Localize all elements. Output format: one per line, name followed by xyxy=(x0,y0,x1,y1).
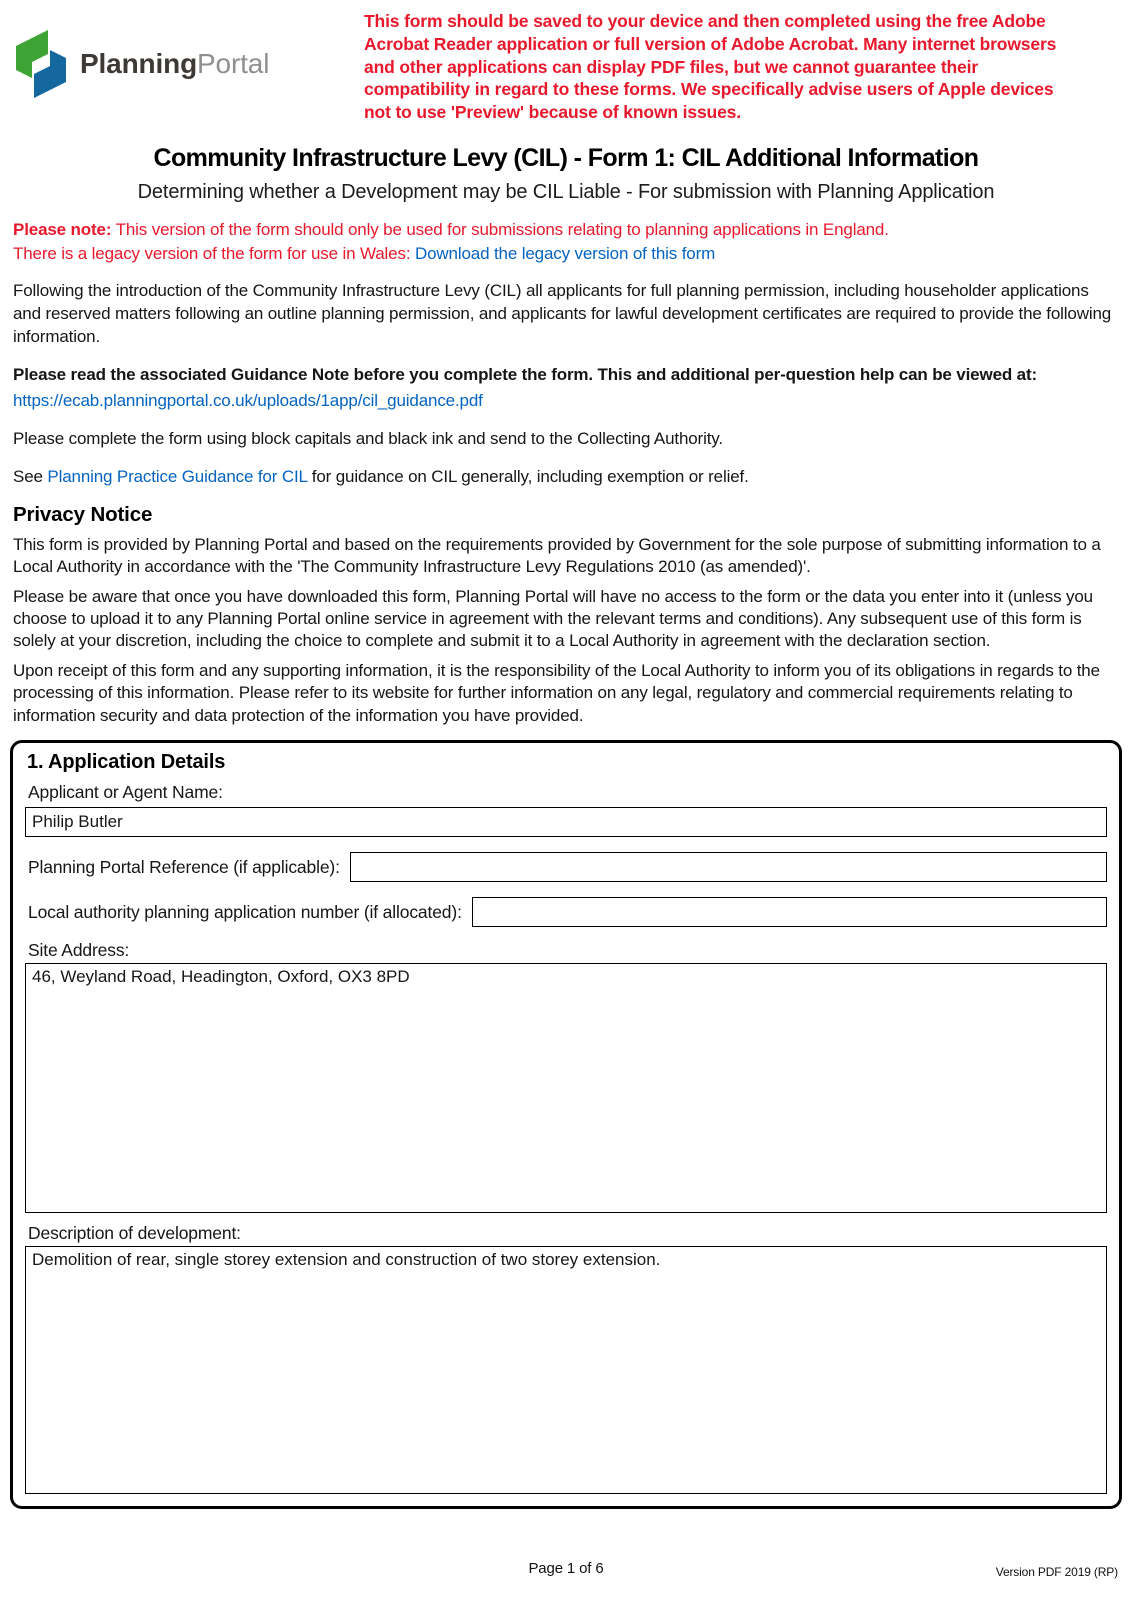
guidance-link-line xyxy=(13,390,1119,413)
applicant-name-label: Applicant or Agent Name: xyxy=(28,782,223,803)
site-address-input[interactable] xyxy=(25,963,1107,1213)
guidance-pdf-link[interactable]: https://ecab.planningportal.co.uk/uploads/1app/cil_guidance.pdf xyxy=(13,391,483,411)
page-number: Page 1 of 6 xyxy=(528,1560,604,1577)
legacy-form-link[interactable]: Download the legacy version of this form xyxy=(414,243,716,263)
footer xyxy=(0,1560,1132,1582)
application-details-section xyxy=(10,740,1122,1509)
wales-note-line xyxy=(13,242,1119,266)
pp-reference-label: Planning Portal Reference (if applicable): xyxy=(28,856,340,877)
pp-reference-row xyxy=(25,852,1107,882)
applicant-name-input[interactable] xyxy=(25,807,1107,837)
form-body xyxy=(0,218,1132,727)
form-subtitle: Determining whether a Development may be CIL Liable - For submission with Planning Application xyxy=(137,180,995,203)
intro-paragraph: Following the introduction of the Community Infrastructure Levy (CIL) all applicants for full planning permission, including householder applications and reserved matters following an outline planning permission, and applicants for lawful development certificates are required to provide the following information. xyxy=(13,281,1112,346)
block-capitals-note: Please complete the form using block capitals and black ink and send to the Collecting Authority. xyxy=(13,429,723,449)
development-description-label: Description of development: xyxy=(28,1223,241,1244)
logo-text xyxy=(80,48,269,80)
england-wales-note xyxy=(13,218,1119,266)
ppg-suffix: for guidance on CIL generally, including exemption or relief. xyxy=(311,466,749,486)
acrobat-warning-text: This form should be saved to your device and then completed using the free Adobe Acrobat Reader application or full version of Adobe Acrobat. Many internet browsers and other applications can display PDF files, but we cannot guarantee their compatibility in regard to these forms. We specifically advise users of Apple devices not to use 'Preview' because of known issues. xyxy=(364,11,1057,122)
lpa-number-row xyxy=(25,897,1107,927)
guidance-note-text: Please read the associated Guidance Note before you complete the form. This and additional per-question help can be viewed at: xyxy=(13,364,1038,384)
wales-note-text: There is a legacy version of the form for use in Wales: xyxy=(13,243,411,263)
lpa-number-input[interactable] xyxy=(472,897,1107,927)
logo-text-portal: Portal xyxy=(197,48,270,79)
privacy-paragraph-3: Upon receipt of this form and any supporting information, it is the responsibility of the Local Authority to inform you of its obligations in regards to the processing of this information. Please refer to its website for further information on any legal, regulatory and commercial requirements relating to information security and data protection of the information you have provided. xyxy=(13,660,1100,725)
header xyxy=(0,0,1132,124)
lpa-number-label: Local authority planning application number (if allocated): xyxy=(28,901,462,922)
form-title: Community Infrastructure Levy (CIL) - Form 1: CIL Additional Information xyxy=(153,143,979,172)
development-description-input[interactable] xyxy=(25,1246,1107,1494)
please-note-label: Please note: xyxy=(13,219,112,239)
ppg-line xyxy=(13,466,1119,489)
privacy-paragraph-1: This form is provided by Planning Portal and based on the requirements provided by Government for the sole purpose of submitting information to a Local Authority in accordance with the 'The Community Infrastructure Levy Regulations 2010 (as amended)'. xyxy=(13,534,1101,577)
planning-portal-logo xyxy=(14,28,314,100)
privacy-notice-heading: Privacy Notice xyxy=(13,502,153,526)
pp-reference-input[interactable] xyxy=(350,852,1107,882)
version-label: Version PDF 2019 (RP) xyxy=(995,1565,1118,1579)
england-note-text: This version of the form should only be used for submissions relating to planning applications in England. xyxy=(115,219,889,239)
logo-text-planning: Planning xyxy=(80,48,198,79)
please-note-line xyxy=(13,218,1119,242)
privacy-paragraph-2: Please be aware that once you have downloaded this form, Planning Portal will have no access to the form or the data you enter into it (unless you choose to upload it to any Planning Portal online service in agreement with the relevant terms and conditions). Any subsequent use of this form is solely at your discretion, including the choice to complete and submit it to a Local Authority in agreement with the declaration section. xyxy=(13,586,1093,651)
site-address-label: Site Address: xyxy=(28,940,130,961)
ppg-prefix: See xyxy=(13,466,43,486)
application-details-heading: 1. Application Details xyxy=(27,751,226,774)
ppg-cil-link[interactable]: Planning Practice Guidance for CIL xyxy=(47,466,308,486)
planning-portal-logo-icon xyxy=(14,28,68,100)
